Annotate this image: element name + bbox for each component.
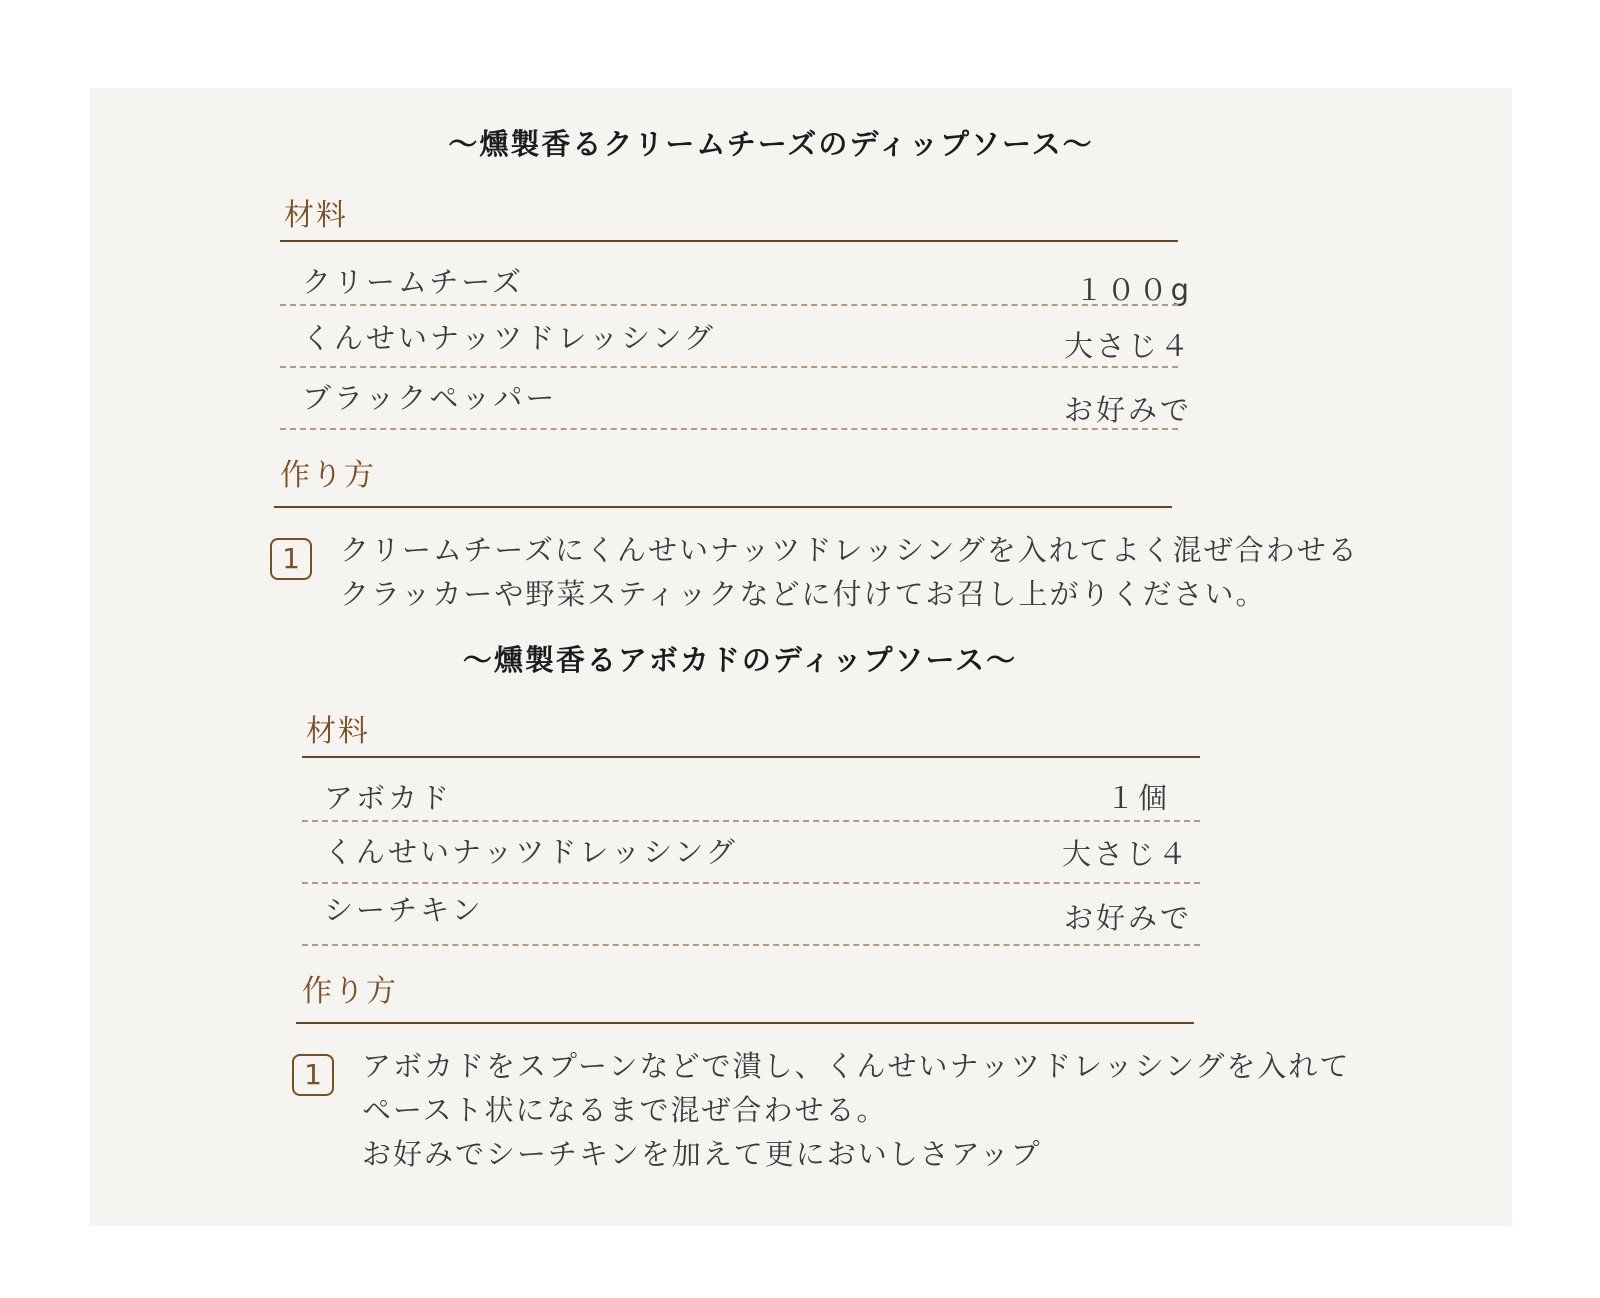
ingredients-rule bbox=[280, 240, 1178, 242]
ingredients-heading: 材料 bbox=[306, 714, 370, 749]
ingredient-name: くんせいナッツドレッシング bbox=[324, 835, 738, 869]
ingredient-quantity: お好みで bbox=[1063, 393, 1192, 427]
ingredients-rule bbox=[302, 756, 1200, 758]
ingredient-name: シーチキン bbox=[324, 893, 484, 927]
ingredient-quantity: 大さじ４ bbox=[1061, 837, 1190, 871]
method-heading: 作り方 bbox=[280, 458, 376, 493]
step-number-badge: 1 bbox=[270, 538, 312, 580]
recipe-title: 〜燻製香るクリームチーズのディップソース〜 bbox=[448, 127, 1094, 161]
recipe-title: 〜燻製香るアボカドのディップソース〜 bbox=[462, 643, 1018, 677]
ingredient-name: アボカド bbox=[324, 781, 453, 815]
ingredient-name: クリームチーズ bbox=[302, 265, 524, 299]
ingredient-quantity: １００g bbox=[1074, 273, 1192, 307]
step-text-line: アボカドをスプーンなどで潰し、くんせいナッツドレッシングを入れて bbox=[362, 1049, 1351, 1083]
ingredient-name: ブラックペッパー bbox=[302, 381, 558, 415]
ingredient-divider bbox=[302, 944, 1200, 946]
method-heading: 作り方 bbox=[302, 974, 398, 1009]
ingredient-quantity: １個 bbox=[1105, 781, 1170, 815]
ingredient-divider bbox=[280, 304, 1178, 306]
step-number-badge: 1 bbox=[292, 1054, 334, 1096]
ingredient-quantity: 大さじ４ bbox=[1063, 329, 1192, 363]
step-text-line: クリームチーズにくんせいナッツドレッシングを入れてよく混ぜ合わせる bbox=[340, 533, 1359, 567]
method-rule bbox=[296, 1022, 1194, 1024]
method-rule bbox=[274, 506, 1172, 508]
ingredient-divider bbox=[280, 366, 1178, 368]
step-text-line: クラッカーや野菜スティックなどに付けてお召し上がりください。 bbox=[340, 577, 1267, 611]
ingredient-quantity: お好みで bbox=[1063, 901, 1192, 935]
recipe-card bbox=[90, 88, 1512, 1226]
ingredients-heading: 材料 bbox=[284, 198, 348, 233]
ingredient-divider bbox=[302, 820, 1200, 822]
ingredient-divider bbox=[302, 882, 1200, 884]
ingredient-divider bbox=[280, 428, 1178, 430]
ingredient-name: くんせいナッツドレッシング bbox=[302, 321, 716, 355]
step-text-line: ペースト状になるまで混ぜ合わせる。 bbox=[362, 1093, 888, 1127]
step-text-line: お好みでシーチキンを加えて更においしさアップ bbox=[362, 1137, 1042, 1171]
